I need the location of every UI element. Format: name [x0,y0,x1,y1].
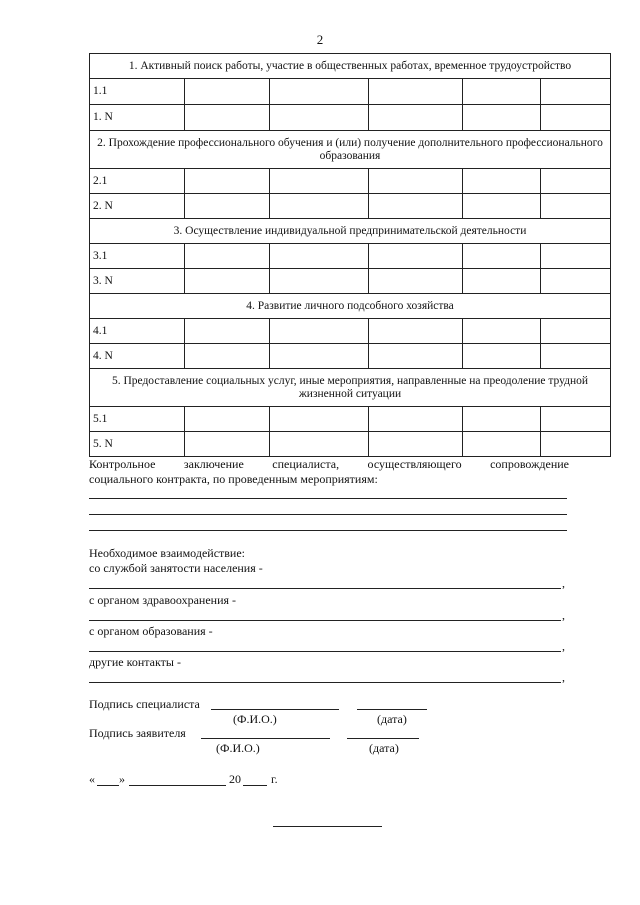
applicant-signature-field[interactable] [201,738,330,739]
conclusion-line-1: Контрольное заключение специалиста, осуществляющего сопровождение [89,457,569,471]
table-cell[interactable] [369,169,463,194]
table-cell[interactable] [185,407,270,432]
table-cell[interactable] [463,79,541,105]
table-cell[interactable] [185,194,270,219]
table-cell[interactable] [270,194,369,219]
table-cell[interactable] [185,79,270,105]
other-contacts-label: другие контакты - [89,655,181,669]
employment-field[interactable] [89,588,561,589]
table-cell[interactable] [270,432,369,457]
table-cell[interactable] [185,344,270,369]
table-cell[interactable] [463,407,541,432]
table-cell[interactable] [541,194,611,219]
table-cell[interactable] [541,407,611,432]
table-cell[interactable] [185,432,270,457]
row-label: 3.1 [90,244,185,269]
table-cell[interactable] [369,244,463,269]
month-field[interactable] [129,785,226,786]
row-label: 4.1 [90,319,185,344]
comma: , [562,670,565,684]
table-cell[interactable] [270,407,369,432]
table-cell[interactable] [369,194,463,219]
table-cell[interactable] [270,344,369,369]
table-cell[interactable] [463,169,541,194]
activities-table [89,53,611,457]
table-cell[interactable] [369,269,463,294]
table-cell[interactable] [185,169,270,194]
row-label: 1. N [90,105,185,131]
table-row [90,432,611,457]
applicant-fio-caption: (Ф.И.О.) [216,741,260,755]
table-cell[interactable] [541,105,611,131]
employment-label: со службой занятости населения - [89,561,263,575]
section-title-3: 3. Осуществление индивидуальной предпринимательской деятельности [90,219,611,244]
row-label: 5. N [90,432,185,457]
table-row [90,194,611,219]
table-row [90,344,611,369]
table-cell[interactable] [541,169,611,194]
table-cell[interactable] [463,244,541,269]
table-cell[interactable] [270,269,369,294]
conclusion-field-3[interactable] [89,530,567,531]
bottom-divider [273,826,382,827]
day-field[interactable] [97,785,119,786]
table-cell[interactable] [185,319,270,344]
conclusion-field-2[interactable] [89,514,567,515]
table-cell[interactable] [270,79,369,105]
other-contacts-field[interactable] [89,682,561,683]
table-cell[interactable] [369,432,463,457]
table-row [90,79,611,105]
conclusion-field-1[interactable] [89,498,567,499]
table-cell[interactable] [185,105,270,131]
table-cell[interactable] [541,79,611,105]
applicant-date-caption: (дата) [369,741,399,755]
specialist-signature-label: Подпись специалиста [89,697,200,711]
table-cell[interactable] [369,105,463,131]
section-title-1: 1. Активный поиск работы, участие в общественных работах, временное трудоустройство [90,54,611,79]
table-cell[interactable] [369,319,463,344]
comma: , [562,608,565,622]
row-label: 1.1 [90,79,185,105]
applicant-signature-label: Подпись заявителя [89,726,186,740]
table-cell[interactable] [463,105,541,131]
table-cell[interactable] [463,194,541,219]
table-cell[interactable] [185,269,270,294]
table-cell[interactable] [369,407,463,432]
table-cell[interactable] [541,244,611,269]
table-cell[interactable] [541,432,611,457]
table-cell[interactable] [369,79,463,105]
specialist-date-field[interactable] [357,709,427,710]
table-row [90,269,611,294]
table-cell[interactable] [463,269,541,294]
conclusion-line-2: социального контракта, по проведенным мероприятиям: [89,472,378,486]
table-cell[interactable] [270,244,369,269]
health-field[interactable] [89,620,561,621]
table-cell[interactable] [463,319,541,344]
table-row [90,169,611,194]
specialist-date-caption: (дата) [377,712,407,726]
quote-close: » [119,772,125,786]
row-label: 4. N [90,344,185,369]
specialist-fio-caption: (Ф.И.О.) [233,712,277,726]
health-label: с органом здравоохранения - [89,593,237,607]
table-cell[interactable] [270,319,369,344]
comma: , [562,639,565,653]
applicant-date-field[interactable] [347,738,419,739]
year-field[interactable] [243,785,267,786]
table-cell[interactable] [369,344,463,369]
year-suffix: г. [271,772,278,786]
row-label: 5.1 [90,407,185,432]
year-prefix: 20 [229,772,241,786]
section-title-4: 4. Развитие личного подсобного хозяйства [90,294,611,319]
specialist-signature-field[interactable] [211,709,339,710]
table-row [90,319,611,344]
table-cell[interactable] [463,344,541,369]
page-number: 2 [316,32,324,47]
quote-open: « [89,772,95,786]
table-cell[interactable] [270,169,369,194]
table-cell[interactable] [185,244,270,269]
row-label: 2.1 [90,169,185,194]
education-field[interactable] [89,651,561,652]
table-cell[interactable] [541,269,611,294]
table-row [90,407,611,432]
row-label: 2. N [90,194,185,219]
table-cell[interactable] [270,105,369,131]
section-title-5: 5. Предоставление социальных услуг, иные мероприятия, направленные на преодоление трудной жизненной ситуации [90,369,611,407]
comma: , [562,576,565,590]
education-label: с органом образования - [89,624,213,638]
row-label: 3. N [90,269,185,294]
table-row [90,244,611,269]
table-cell[interactable] [541,344,611,369]
table-row [90,105,611,131]
table-cell[interactable] [541,319,611,344]
section-title-2: 2. Прохождение профессионального обучения и (или) получение дополнительного профессионального образования [90,131,611,169]
table-cell[interactable] [463,432,541,457]
interaction-heading: Необходимое взаимодействие: [89,546,246,560]
